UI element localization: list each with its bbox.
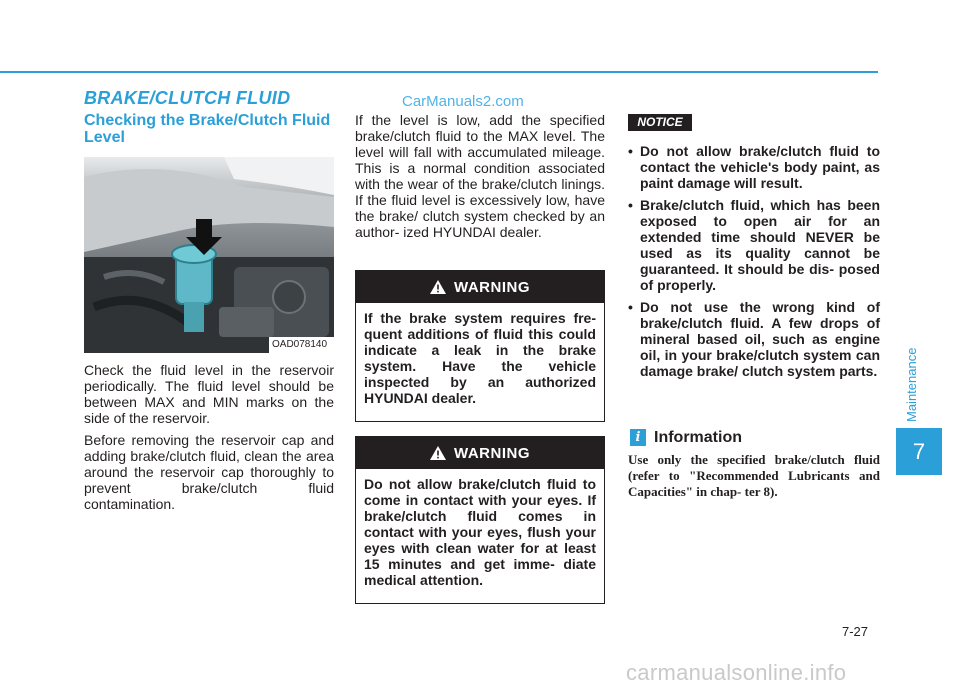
notice-badge: NOTICE <box>628 114 692 131</box>
warning-label: WARNING <box>454 278 530 296</box>
image-caption: OAD078140 <box>272 339 328 350</box>
engine-bay-photo <box>84 157 334 353</box>
warning-label: WARNING <box>454 444 530 462</box>
info-text: Use only the specified brake/clutch fluid (refer to "Recommended Lubricants and Capacities" in chap- ter 8). <box>628 452 880 499</box>
warning-header <box>356 271 604 303</box>
section-title: BRAKE/CLUTCH FLUID <box>84 88 291 108</box>
footer-watermark[interactable]: carmanualsonline.info <box>626 660 847 685</box>
list-item: • Do not allow brake/clutch fluid to contact the vehicle's body paint, as paint damage will result. <box>628 143 880 191</box>
warning-header <box>356 437 604 469</box>
sidebar-chapter-label <box>896 300 926 430</box>
site-watermark[interactable]: CarManuals2.com <box>402 93 524 110</box>
warning-text: If the brake system requires fre- quent additions of fluid this could indicate a leak in the brake system. Have the vehicle inspected by an authorized HYUNDAI dealer. <box>364 310 596 406</box>
chapter-tab[interactable]: 7 <box>896 428 942 475</box>
info-icon: i <box>630 429 646 446</box>
page-number: 7-27 <box>842 624 869 639</box>
warning-box-leak <box>355 270 605 422</box>
sidebar-label-text: Maintenance <box>904 347 919 422</box>
paragraph-check-level: Check the fluid level in the reservoir periodically. The fluid level should be between MAX and MIN marks on the side of the reservoir. <box>84 362 334 426</box>
paragraph-before-removing: Before removing the reservoir cap and adding brake/clutch fluid, clean the area around the reservoir cap thoroughly to prevent brake/clutch fluid contamination. <box>84 432 334 512</box>
list-item: • Brake/clutch fluid, which has been exposed to open air for an extended time should NEVER be used as its quality cannot be guaranteed. It should be dis- posed of properly. <box>628 197 880 293</box>
warning-text: Do not allow brake/clutch fluid to come in contact with your eyes. If brake/clutch fluid comes in contact with your eyes, flush your eyes with clean water for at least 15 minutes and get imme- diate medical attention. <box>364 476 596 588</box>
header-rule <box>0 71 878 73</box>
warning-box-eyes <box>355 436 605 604</box>
info-title: Information <box>654 429 742 446</box>
subheading: Checking the Brake/Clutch Fluid Level <box>84 112 331 146</box>
warning-triangle-icon <box>430 280 446 294</box>
list-item: • Do not use the wrong kind of brake/clutch fluid. A few drops of mineral based oil, such as engine oil, in your brake/clutch system can damage brake/ clutch system parts. <box>628 299 880 379</box>
warning-triangle-icon <box>430 446 446 460</box>
notice-list <box>628 143 880 385</box>
paragraph-level-low: If the level is low, add the specified brake/clutch fluid to the MAX level. The level will fall with accumulated mileage. This is a normal condition associated with the wear of the brake/clutch linings. If the fluid level is excessively low, have the brake/ clutch system checked by an author- ized HYUNDAI dealer. <box>355 112 605 240</box>
